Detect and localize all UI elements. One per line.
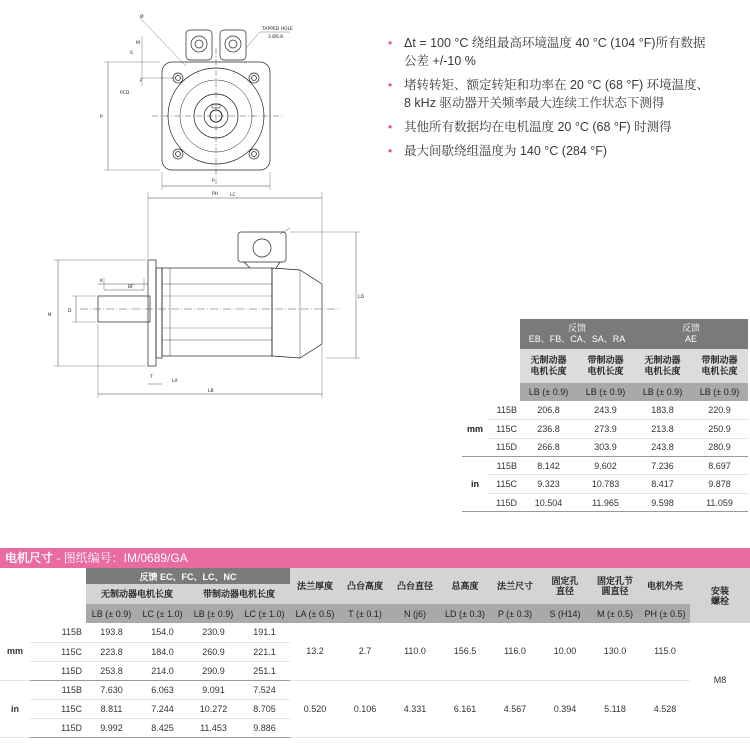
table-cell: 0.106 bbox=[340, 680, 390, 737]
unit-label: mm bbox=[0, 623, 30, 680]
table-cell: 7.236 bbox=[634, 457, 691, 475]
col-header: 凸台高度 bbox=[340, 568, 390, 604]
table-cell: 193.8 bbox=[86, 623, 137, 642]
unit-header: N (j6) bbox=[390, 604, 440, 623]
table-cell: 251.1 bbox=[239, 661, 290, 680]
label-n: N bbox=[48, 313, 52, 318]
no-brake-header: 无制动器电机长度 bbox=[86, 584, 188, 604]
notes-list bbox=[388, 34, 710, 166]
table-row bbox=[462, 457, 748, 475]
table-cell: 280.9 bbox=[691, 438, 748, 456]
table-cell: 154.0 bbox=[137, 623, 188, 642]
unit-label: mm bbox=[462, 401, 488, 456]
feedback-group-header: 反馈 EB、FB、CA、SA、RA bbox=[520, 319, 634, 349]
unit-header: LC (± 1.0) bbox=[137, 604, 188, 623]
col-header: 固定孔节 圆直径 bbox=[590, 568, 640, 604]
table-cell: 236.8 bbox=[520, 420, 577, 438]
table-cell: 230.9 bbox=[188, 623, 239, 642]
unit-header: LD (± 0.3) bbox=[440, 604, 490, 623]
table-cell: 253.8 bbox=[86, 661, 137, 680]
label-lb: LB bbox=[208, 389, 214, 394]
label-p-left: P bbox=[100, 115, 103, 120]
table-cell: 184.0 bbox=[137, 642, 188, 661]
table-cell: 9.091 bbox=[188, 680, 239, 699]
label-s: S bbox=[130, 51, 133, 56]
unit-header: LC (± 1.0) bbox=[239, 604, 290, 623]
dimension-table bbox=[0, 568, 750, 738]
table-cell: 206.8 bbox=[520, 401, 577, 419]
table-cell: 7.630 bbox=[86, 680, 137, 699]
label-pcd: PCD bbox=[120, 91, 130, 96]
model-label: 115D bbox=[488, 438, 520, 456]
unit-header: LB (± 0.9) bbox=[520, 383, 577, 401]
table-cell: 6.063 bbox=[137, 680, 188, 699]
bullet-icon: • bbox=[388, 36, 393, 50]
table-cell: 8.417 bbox=[634, 475, 691, 493]
table-row bbox=[462, 475, 748, 493]
table-cell: 223.8 bbox=[86, 642, 137, 661]
table-cell: 130.0 bbox=[590, 623, 640, 680]
table-cell: 8.705 bbox=[239, 699, 290, 718]
table-cell: 191.1 bbox=[239, 623, 290, 642]
table-cell: 243.8 bbox=[634, 438, 691, 456]
label-ph: PH bbox=[212, 192, 219, 197]
label-bf: BF bbox=[128, 285, 134, 290]
front-view-drawing bbox=[100, 8, 380, 198]
note-text: 堵转转矩、额定转矩和功率在 20 °C (68 °F) 环境温度、8 kHz 驱动器开关频率最大连续工作状态下测得 bbox=[404, 78, 710, 110]
unit-label: in bbox=[462, 457, 488, 512]
unit-header: PH (± 0.5) bbox=[640, 604, 690, 623]
col-header: 法兰厚度 bbox=[290, 568, 340, 604]
table-cell: 156.5 bbox=[440, 623, 490, 680]
col-header: 安装 螺栓 bbox=[690, 568, 750, 623]
unit-label: in bbox=[0, 680, 30, 737]
table-cell: 8.425 bbox=[137, 718, 188, 737]
unit-header: LB (± 0.9) bbox=[188, 604, 239, 623]
unit-header: P (± 0.3) bbox=[490, 604, 540, 623]
table-cell: 13.2 bbox=[290, 623, 340, 680]
table-cell: 9.323 bbox=[520, 475, 577, 493]
table-cell: 290.9 bbox=[188, 661, 239, 680]
label-hole-phi: Ø bbox=[140, 15, 144, 20]
col-header: 电机外壳 bbox=[640, 568, 690, 604]
model-label: 115B bbox=[30, 680, 86, 699]
col-header: 法兰尺寸 bbox=[490, 568, 540, 604]
table-cell: 110.0 bbox=[390, 623, 440, 680]
table-cell: 8.811 bbox=[86, 699, 137, 718]
col-header: 凸台直径 bbox=[390, 568, 440, 604]
feedback-header: 反馈 EC、FC、LC、NC bbox=[86, 568, 290, 584]
table-cell: 183.8 bbox=[634, 401, 691, 419]
unit-header: LB (± 0.9) bbox=[634, 383, 691, 401]
table-cell: 4.331 bbox=[390, 680, 440, 737]
table-cell: 250.9 bbox=[691, 420, 748, 438]
table-cell: 2.7 bbox=[340, 623, 390, 680]
flange-plate bbox=[148, 260, 156, 366]
note-text: 最大间歇绕组温度为 140 °C (284 °F) bbox=[404, 144, 608, 158]
side-view-drawing bbox=[40, 188, 380, 400]
label-tapped-hole: TAPPED HOLE bbox=[262, 27, 293, 32]
sub-header: 带制动器 电机长度 bbox=[691, 349, 748, 383]
table-row bbox=[462, 438, 748, 456]
sub-header: 无制动器 电机长度 bbox=[634, 349, 691, 383]
table-cell: 10.504 bbox=[520, 493, 577, 511]
label-t: T bbox=[150, 375, 153, 380]
connector-block bbox=[238, 232, 286, 262]
table-row bbox=[0, 680, 750, 699]
label-tapped-hole-sub: 3 Ø0.8 bbox=[268, 35, 283, 40]
label-m: M bbox=[136, 41, 140, 46]
table-cell: 9.602 bbox=[577, 457, 634, 475]
table-cell: 0.520 bbox=[290, 680, 340, 737]
table-cell: 9.992 bbox=[86, 718, 137, 737]
table-cell: 11.453 bbox=[188, 718, 239, 737]
unit-header: LA (± 0.5) bbox=[290, 604, 340, 623]
sub-header: 带制动器 电机长度 bbox=[577, 349, 634, 383]
note-item bbox=[388, 142, 710, 160]
table-cell: 266.8 bbox=[520, 438, 577, 456]
table-cell: 10.783 bbox=[577, 475, 634, 493]
sub-header: 无制动器 电机长度 bbox=[520, 349, 577, 383]
table-cell: 273.9 bbox=[577, 420, 634, 438]
model-label: 115D bbox=[30, 718, 86, 737]
table-cell: 4.567 bbox=[490, 680, 540, 737]
note-item bbox=[388, 76, 710, 112]
model-label: 115B bbox=[488, 457, 520, 475]
table-cell: 8.142 bbox=[520, 457, 577, 475]
model-label: 115D bbox=[488, 493, 520, 511]
model-label: 115B bbox=[30, 623, 86, 642]
section-title-bar bbox=[0, 548, 750, 568]
table-cell: 7.524 bbox=[239, 680, 290, 699]
table-cell: 10.272 bbox=[188, 699, 239, 718]
table-cell: 0.394 bbox=[540, 680, 590, 737]
table-row bbox=[462, 493, 748, 511]
unit-header: LB (± 0.9) bbox=[86, 604, 137, 623]
table-cell: 221.1 bbox=[239, 642, 290, 661]
table-cell: 6.161 bbox=[440, 680, 490, 737]
table-cell: 5.118 bbox=[590, 680, 640, 737]
table-cell: 11.059 bbox=[691, 493, 748, 511]
table-cell: 11.965 bbox=[577, 493, 634, 511]
table-cell: 10.00 bbox=[540, 623, 590, 680]
model-label: 115D bbox=[30, 661, 86, 680]
label-f: F bbox=[140, 79, 143, 84]
table-cell: 243.9 bbox=[577, 401, 634, 419]
section-title: 电机尺寸 bbox=[5, 551, 54, 565]
unit-header: S (H14) bbox=[540, 604, 590, 623]
bullet-icon: • bbox=[388, 120, 393, 134]
table-row bbox=[0, 623, 750, 642]
unit-header: M (± 0.5) bbox=[590, 604, 640, 623]
feedback-group-header: 反馈 AE bbox=[634, 319, 748, 349]
table-cell: 220.9 bbox=[691, 401, 748, 419]
table-cell: 214.0 bbox=[137, 661, 188, 680]
label-la: LA bbox=[172, 379, 178, 384]
table-cell: 7.244 bbox=[137, 699, 188, 718]
model-label: 115B bbox=[488, 401, 520, 419]
bullet-icon: • bbox=[388, 144, 393, 158]
lb-length-table bbox=[462, 319, 748, 512]
table-cell: 4.528 bbox=[640, 680, 690, 737]
note-text: Δt = 100 °C 绕组最高环境温度 40 °C (104 °F)所有数据公差 +/-10 % bbox=[404, 36, 706, 68]
bullet-icon: • bbox=[388, 78, 393, 92]
table-cell: 9.598 bbox=[634, 493, 691, 511]
note-text: 其他所有数据均在电机温度 20 °C (68 °F) 时测得 bbox=[404, 120, 672, 134]
table-row bbox=[462, 401, 748, 419]
label-ld: LD bbox=[358, 295, 364, 300]
col-header: 固定孔 直径 bbox=[540, 568, 590, 604]
table-row bbox=[462, 420, 748, 438]
motor-body bbox=[162, 268, 272, 356]
label-p-bottom: P bbox=[212, 179, 215, 184]
bolt-cell: M8 bbox=[690, 623, 750, 737]
table-cell: 260.9 bbox=[188, 642, 239, 661]
section-subtitle: - 图纸编号：IM/0689/GA bbox=[53, 551, 188, 565]
model-label: 115C bbox=[30, 699, 86, 718]
model-label: 115C bbox=[488, 475, 520, 493]
label-k: K bbox=[100, 279, 103, 284]
unit-header: LB (± 0.9) bbox=[577, 383, 634, 401]
label-d: D bbox=[68, 309, 72, 314]
unit-header: LB (± 0.9) bbox=[691, 383, 748, 401]
table-cell: 9.878 bbox=[691, 475, 748, 493]
col-header: 总高度 bbox=[440, 568, 490, 604]
model-label: 115C bbox=[488, 420, 520, 438]
label-lc: LC bbox=[230, 193, 236, 198]
brake-header: 带制动器电机长度 bbox=[188, 584, 290, 604]
table-cell: 9.886 bbox=[239, 718, 290, 737]
table-cell: 303.9 bbox=[577, 438, 634, 456]
table-cell: 115.0 bbox=[640, 623, 690, 680]
table-cell: 116.0 bbox=[490, 623, 540, 680]
unit-header: T (± 0.1) bbox=[340, 604, 390, 623]
model-label: 115C bbox=[30, 642, 86, 661]
table-cell: 213.8 bbox=[634, 420, 691, 438]
table-cell: 8.697 bbox=[691, 457, 748, 475]
note-item bbox=[388, 34, 710, 70]
note-item bbox=[388, 118, 710, 136]
